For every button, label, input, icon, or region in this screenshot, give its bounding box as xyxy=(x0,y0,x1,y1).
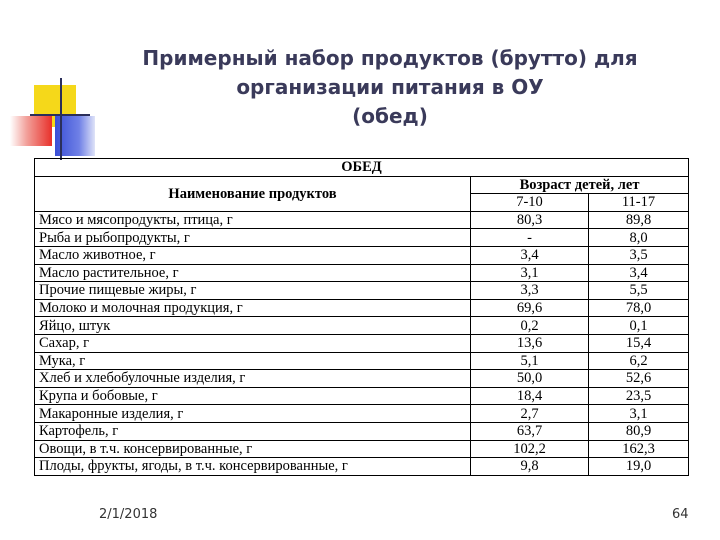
title-line-1: Примерный набор продуктов (брутто) для xyxy=(142,46,638,70)
row-value-7-10: 50,0 xyxy=(471,370,589,388)
deco-red-square xyxy=(10,116,52,146)
table-section-row xyxy=(35,159,689,177)
row-value-7-10: 2,7 xyxy=(471,405,589,423)
col-name-header: Наименование продуктов xyxy=(35,176,471,211)
row-name: Яйцо, штук xyxy=(35,317,471,335)
row-value-11-17: 52,6 xyxy=(589,370,689,388)
row-value-7-10: - xyxy=(471,229,589,247)
row-value-11-17: 0,1 xyxy=(589,317,689,335)
table-row xyxy=(35,440,689,458)
row-value-7-10: 3,3 xyxy=(471,282,589,300)
row-value-11-17: 89,8 xyxy=(589,211,689,229)
deco-horizontal-line xyxy=(30,114,90,116)
row-value-11-17: 80,9 xyxy=(589,422,689,440)
row-name: Молоко и молочная продукция, г xyxy=(35,299,471,317)
col-age-header: Возраст детей, лет xyxy=(471,176,689,194)
row-value-7-10: 102,2 xyxy=(471,440,589,458)
table-row xyxy=(35,229,689,247)
row-name: Картофель, г xyxy=(35,422,471,440)
row-value-7-10: 69,6 xyxy=(471,299,589,317)
table-row xyxy=(35,246,689,264)
table-row xyxy=(35,352,689,370)
table-row xyxy=(35,211,689,229)
row-value-7-10: 63,7 xyxy=(471,422,589,440)
row-value-11-17: 3,5 xyxy=(589,246,689,264)
slide-title xyxy=(120,44,660,131)
row-name: Плоды, фрукты, ягоды, в т.ч. консервированные, г xyxy=(35,458,471,476)
row-value-11-17: 5,5 xyxy=(589,282,689,300)
table-row xyxy=(35,405,689,423)
row-value-11-17: 3,4 xyxy=(589,264,689,282)
row-value-7-10: 13,6 xyxy=(471,334,589,352)
row-value-7-10: 0,2 xyxy=(471,317,589,335)
title-line-2: организации питания в ОУ xyxy=(236,75,544,99)
table-row xyxy=(35,334,689,352)
products-table xyxy=(34,158,689,476)
footer-page-number: 64 xyxy=(672,507,689,522)
row-value-7-10: 3,4 xyxy=(471,246,589,264)
age-group-2: 11-17 xyxy=(589,194,689,212)
row-name: Сахар, г xyxy=(35,334,471,352)
age-group-1: 7-10 xyxy=(471,194,589,212)
row-name: Рыба и рыбопродукты, г xyxy=(35,229,471,247)
table-row xyxy=(35,264,689,282)
title-line-3: (обед) xyxy=(352,104,428,128)
row-name: Мука, г xyxy=(35,352,471,370)
row-name: Прочие пищевые жиры, г xyxy=(35,282,471,300)
table-row xyxy=(35,387,689,405)
row-name: Масло животное, г xyxy=(35,246,471,264)
row-value-11-17: 15,4 xyxy=(589,334,689,352)
row-value-7-10: 3,1 xyxy=(471,264,589,282)
section-title: ОБЕД xyxy=(35,159,689,177)
row-value-11-17: 8,0 xyxy=(589,229,689,247)
row-value-11-17: 3,1 xyxy=(589,405,689,423)
row-value-11-17: 23,5 xyxy=(589,387,689,405)
row-value-11-17: 6,2 xyxy=(589,352,689,370)
row-name: Масло растительное, г xyxy=(35,264,471,282)
row-value-11-17: 19,0 xyxy=(589,458,689,476)
row-name: Овощи, в т.ч. консервированные, г xyxy=(35,440,471,458)
row-value-11-17: 78,0 xyxy=(589,299,689,317)
row-value-11-17: 162,3 xyxy=(589,440,689,458)
row-value-7-10: 80,3 xyxy=(471,211,589,229)
row-value-7-10: 9,8 xyxy=(471,458,589,476)
deco-vertical-line xyxy=(60,78,62,160)
table-row xyxy=(35,317,689,335)
table-row xyxy=(35,458,689,476)
table-row xyxy=(35,370,689,388)
row-name: Хлеб и хлебобулочные изделия, г xyxy=(35,370,471,388)
table-row xyxy=(35,282,689,300)
row-value-7-10: 5,1 xyxy=(471,352,589,370)
table-header-row xyxy=(35,176,689,194)
row-name: Крупа и бобовые, г xyxy=(35,387,471,405)
footer-date: 2/1/2018 xyxy=(99,507,158,522)
row-value-7-10: 18,4 xyxy=(471,387,589,405)
table-row xyxy=(35,299,689,317)
row-name: Мясо и мясопродукты, птица, г xyxy=(35,211,471,229)
table-row xyxy=(35,422,689,440)
row-name: Макаронные изделия, г xyxy=(35,405,471,423)
